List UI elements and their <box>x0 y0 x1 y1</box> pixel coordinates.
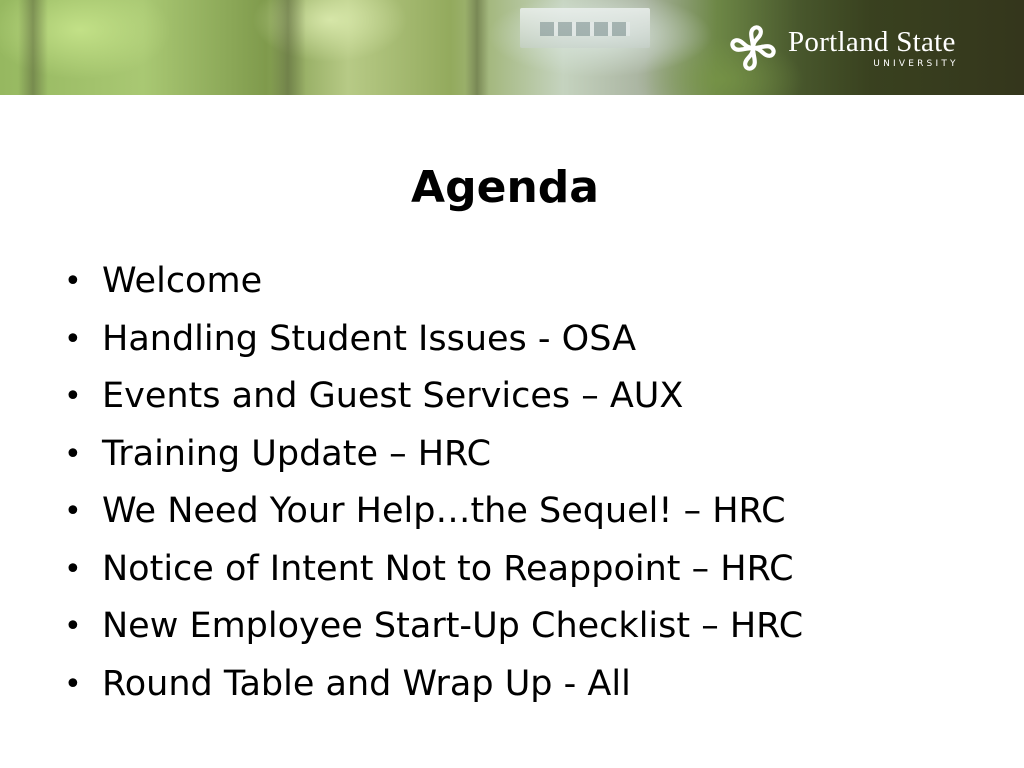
psu-knot-logo-icon <box>728 23 778 73</box>
bullet-icon: • <box>64 666 82 702</box>
bullet-icon: • <box>64 379 82 414</box>
agenda-item-text: New Employee Start-Up Checklist – HRC <box>102 606 804 646</box>
logo-subtitle: UNIVERSITY <box>873 58 959 69</box>
agenda-item-text: We Need Your Help…the Sequel! – HRC <box>102 491 786 531</box>
agenda-item <box>60 656 803 714</box>
bullet-icon: • <box>64 551 82 587</box>
agenda-item <box>60 598 803 656</box>
bullet-icon: • <box>64 494 82 529</box>
agenda-item-text: Round Table and Wrap Up - All <box>102 663 631 704</box>
bullet-icon: • <box>64 609 82 644</box>
agenda-item-text: Events and Guest Services – AUX <box>102 376 684 416</box>
agenda-item <box>60 483 803 541</box>
bullet-icon: • <box>64 436 82 472</box>
agenda-item-text: Handling Student Issues - OSA <box>102 318 637 359</box>
agenda-item <box>60 368 803 426</box>
bullet-icon: • <box>64 264 82 299</box>
agenda-item <box>60 426 803 484</box>
agenda-item <box>60 311 803 369</box>
logo-wordmark: Portland State <box>788 25 956 58</box>
header-banner-photo <box>0 0 1024 95</box>
agenda-item <box>60 541 803 599</box>
bullet-icon: • <box>64 321 82 357</box>
slide-title: Agenda <box>411 162 599 213</box>
agenda-item <box>60 253 803 311</box>
agenda-item-text: Welcome <box>102 261 263 301</box>
agenda-list <box>60 253 803 713</box>
agenda-item-text: Training Update – HRC <box>102 433 492 474</box>
university-logo <box>728 22 959 74</box>
agenda-item-text: Notice of Intent Not to Reappoint – HRC <box>102 548 794 589</box>
